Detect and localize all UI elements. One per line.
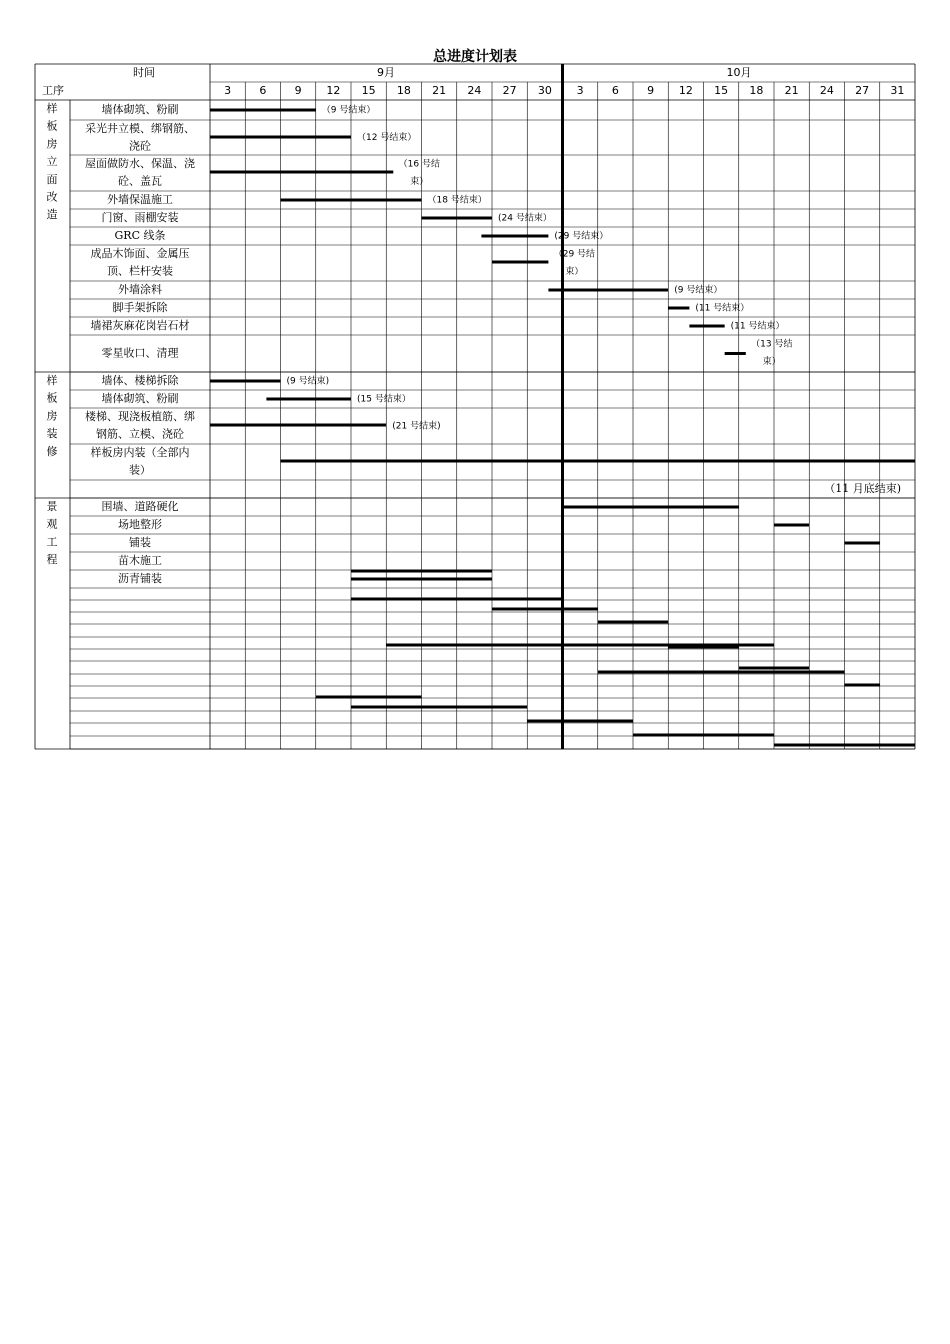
task-name: 装） (129, 463, 151, 477)
task-name: 外墙涂料 (118, 283, 162, 296)
end-note: (21 号结束) (392, 421, 441, 432)
task-name: 砼、盖瓦 (118, 174, 162, 188)
task-name: 钢筋、立模、浇砼 (96, 427, 184, 441)
day-label: 18 (749, 84, 764, 97)
end-note: （12 号结束） (357, 133, 417, 143)
group-label-char: 改 (46, 190, 58, 204)
task-name: 场地整形 (118, 518, 162, 531)
month-label: 9月 (377, 66, 395, 79)
day-label: 3 (576, 84, 584, 97)
group-label-char: 板 (46, 391, 58, 405)
task-name: 外墙保温施工 (107, 193, 173, 206)
group-label-char: 立 (46, 155, 58, 169)
end-note: （13 号结 (751, 339, 793, 350)
group-label-char: 房 (46, 137, 58, 151)
group-label-char: 观 (46, 517, 58, 531)
task-name: 顶、栏杆安装 (107, 264, 173, 278)
group-label-char: 装 (46, 427, 58, 441)
end-note: (9 号结束） (674, 285, 723, 296)
day-label: 24 (819, 84, 834, 97)
day-label: 15 (714, 84, 729, 97)
group-label-char: 样 (46, 374, 58, 387)
task-name: GRC 线条 (114, 229, 166, 242)
day-label: 27 (855, 84, 870, 97)
end-note: (11 号结束） (695, 303, 750, 314)
group-label-char: 房 (46, 409, 58, 423)
task-name: 脚手架拆除 (112, 301, 168, 314)
task-name: 沥青铺装 (118, 572, 162, 585)
day-label: 3 (224, 84, 232, 97)
end-note: (24 号结束） (498, 213, 552, 224)
task-name: 屋面做防水、保温、浇 (85, 157, 195, 170)
task-name: 采光井立模、绑钢筋、 (85, 122, 195, 135)
end-note: (15 号结束） (357, 394, 411, 405)
day-label: 31 (890, 84, 905, 97)
group-label-char: 面 (46, 172, 58, 186)
end-note: （18 号结束） (427, 195, 487, 206)
task-name: 苗木施工 (118, 554, 162, 567)
day-label: 27 (502, 84, 517, 97)
group-label-char: 板 (46, 119, 58, 133)
day-label: 15 (361, 84, 376, 97)
end-note: （9 号结束） (321, 105, 376, 116)
group-label-char: 修 (46, 444, 58, 458)
end-note: (9 号结束) (286, 376, 330, 387)
page-title: 总进度计划表 (433, 49, 517, 65)
day-label: 12 (326, 84, 341, 97)
end-note: 束） (565, 267, 584, 277)
task-name: 成品木饰面、金属压 (90, 247, 190, 260)
end-note: （29 号结 (553, 249, 596, 260)
day-label: 21 (784, 84, 799, 97)
day-label: 18 (396, 84, 411, 97)
task-name: 铺装 (129, 536, 151, 549)
task-name: 墙体、楼梯拆除 (101, 374, 179, 387)
task-name: 门窗、雨棚安装 (101, 211, 179, 224)
day-label: 24 (467, 84, 482, 97)
group-label-char: 景 (46, 500, 58, 513)
group-label-char: 造 (46, 208, 58, 222)
month-label: 10月 (726, 66, 752, 79)
day-label: 6 (611, 84, 619, 97)
group-label-char: 程 (46, 553, 58, 567)
day-label: 30 (537, 84, 552, 97)
group-label-char: 样 (46, 102, 58, 115)
header-process-label: 工序 (42, 84, 64, 97)
end-note: (29 号结束） (554, 231, 609, 242)
day-label: 9 (294, 84, 302, 97)
task-name: 零星收口、清理 (101, 346, 179, 360)
end-note: (11 号结束） (730, 321, 785, 332)
end-note: （16 号结 (398, 159, 440, 170)
task-name: 浇砼 (129, 139, 151, 153)
task-name: 样板房内装（全部内 (90, 446, 190, 459)
end-note: 束） (762, 357, 781, 367)
task-name: 楼梯、现浇板植筋、绑 (85, 410, 195, 423)
end-note: （11 月底结束) (824, 482, 901, 495)
day-label: 6 (259, 84, 267, 97)
task-name: 围墙、道路硬化 (101, 500, 179, 513)
task-name: 墙裙灰麻花岗岩石材 (90, 319, 190, 332)
header-time-label: 时间 (133, 66, 155, 79)
group-label-char: 工 (46, 535, 58, 549)
day-label: 21 (432, 84, 447, 97)
day-label: 12 (678, 84, 693, 97)
task-name: 墙体砌筑、粉刷 (101, 103, 179, 116)
end-note: 束） (410, 177, 429, 187)
task-name: 墙体砌筑、粉刷 (101, 392, 179, 405)
day-label: 9 (647, 84, 655, 97)
